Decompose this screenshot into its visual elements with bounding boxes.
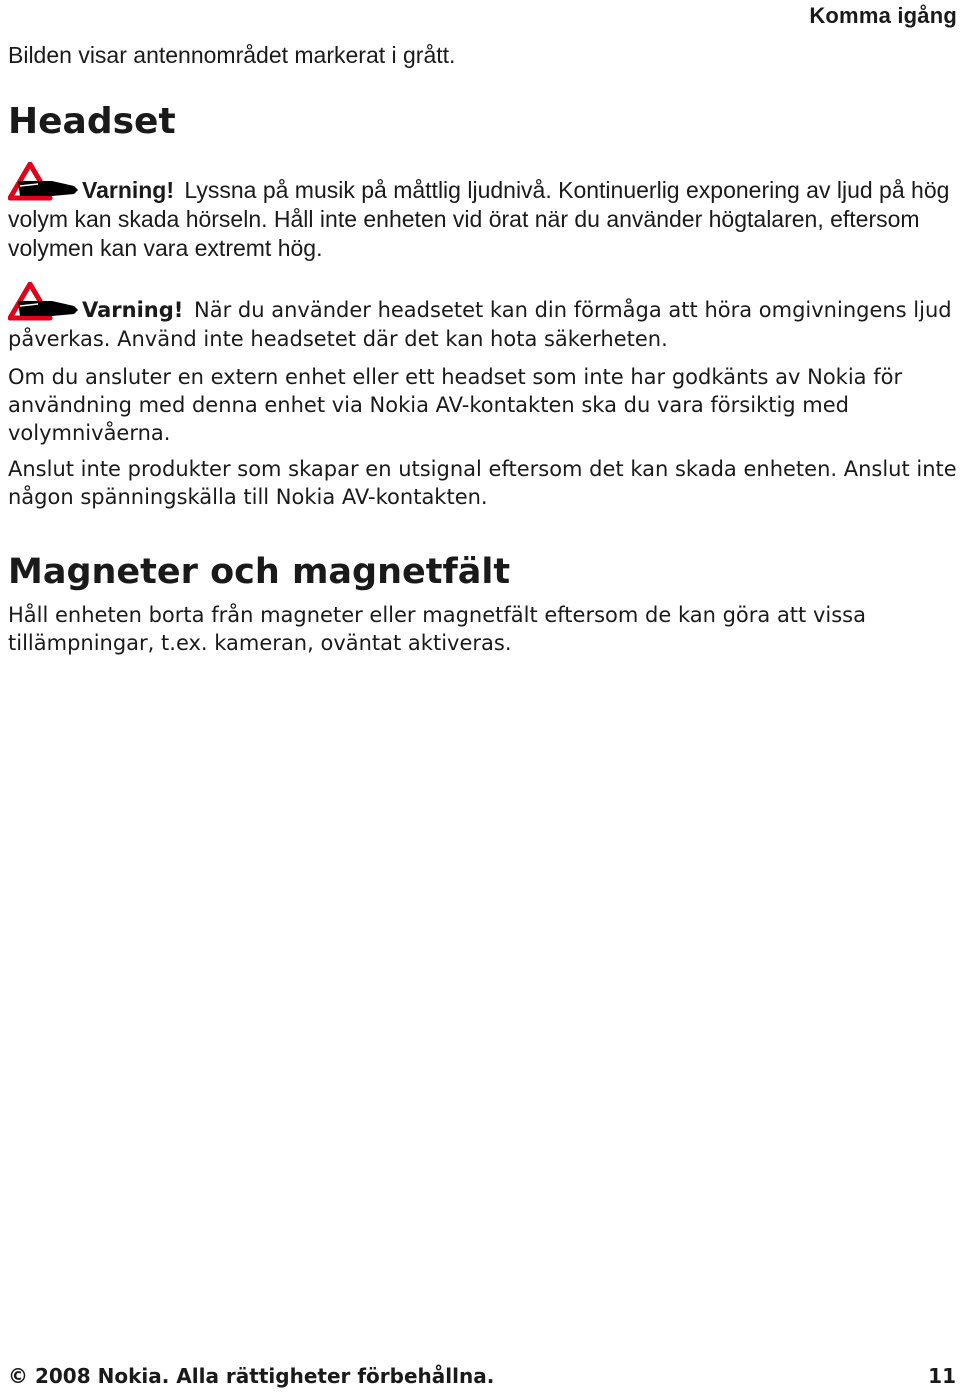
warning-text: Lyssna på musik på måttlig ljudnivå. Kontinuerlig exponering av ljud på hög volym kan skada hörseln. Håll inte enheten vid örat när du använder högtalaren, eftersom volymen kan vara extremt hög. — [8, 177, 950, 261]
warning-label: Varning! — [82, 298, 184, 322]
magnets-heading: Magneter och magnetfält — [8, 552, 511, 592]
warning-text: När du använder headsetet kan din förmåga att höra omgivningens ljud påverkas. Använd inte headsetet där det kan hota säkerheten. — [8, 298, 952, 351]
warning-hand-icon — [8, 282, 80, 324]
warning-label: Varning! — [82, 177, 175, 203]
page-number: 11 — [928, 1364, 956, 1388]
headset-paragraph-2: Anslut inte produkter som skapar en utsignal eftersom det kan skada enheten. Anslut inte någon spänningskälla till Nokia AV-kontakten. — [8, 457, 957, 509]
headset-heading: Headset — [8, 101, 176, 142]
warning-block-1 — [8, 176, 958, 263]
magnets-paragraph: Håll enheten borta från magneter eller magnetfält eftersom de kan göra att vissa tillämpningar, t.ex. kameran, oväntat aktiveras. — [8, 603, 866, 655]
copyright-notice: © 2008 Nokia. Alla rättigheter förbehållna. — [8, 1364, 495, 1388]
page-footer — [8, 1364, 956, 1388]
headset-paragraph-1: Om du ansluter en extern enhet eller ett headset som inte har godkänts av Nokia för användning med denna enhet via Nokia AV-kontakten ska du vara försiktig med volymnivåerna. — [8, 365, 903, 445]
warning-block-2 — [8, 296, 958, 354]
intro-text: Bilden visar antennområdet markerat i grått. — [8, 42, 456, 68]
running-header: Komma igång — [809, 3, 957, 28]
warning-hand-icon — [8, 162, 80, 204]
